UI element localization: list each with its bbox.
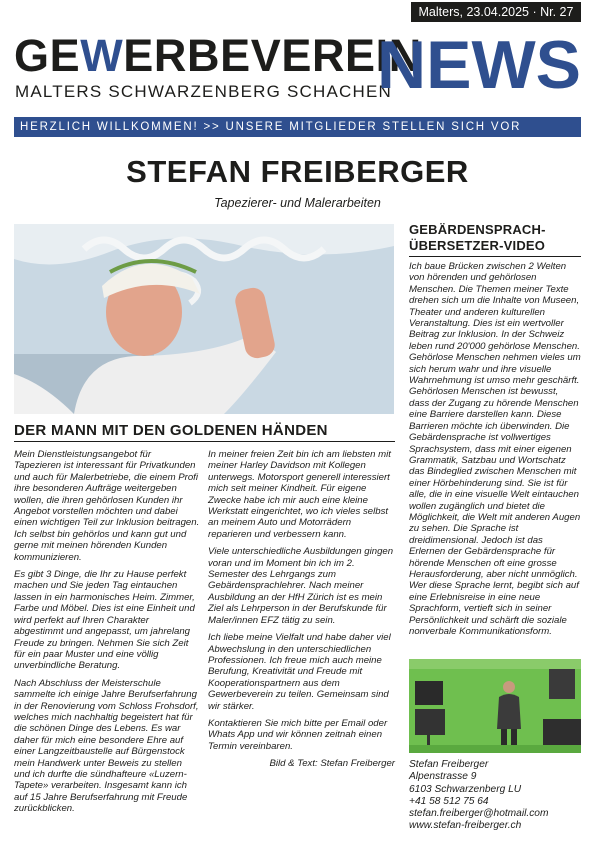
contact-phone: +41 58 512 75 64 [409, 795, 489, 807]
article-subline: Tapezierer- und Malerarbeiten [214, 196, 381, 210]
article-headline: STEFAN FREIBERGER [126, 154, 469, 189]
video-still-drawing [409, 659, 581, 753]
paragraph: Es gibt 3 Dinge, die Ihr zu Hause perfekt machen und Sie jeden Tag eintauchen lassen in ein harmonisches Heim. Zimmer, Farbe und Möbel. Dies ist eine Einheit und wird perfekt auf Ihren Charakter abgestimmt und angepasst, um jahrelang Freude zu bringen. Nehmen Sie sich Zeit für ein paar Muster und eine völlig unverbindliche Beratung. [14, 569, 195, 672]
article-column-1 [14, 449, 200, 821]
issue-date-bar: Malters, 23.04.2025 · Nr. 27 [411, 2, 581, 22]
news-label: NEWS [377, 27, 581, 103]
contact-city: 6103 Schwarzenberg LU [409, 783, 522, 795]
masthead-title-w: W [80, 30, 124, 81]
masthead-title-start: GE [14, 30, 81, 81]
contact-street: Alpenstrasse 9 [409, 771, 477, 783]
masthead-subtitle: MALTERS SCHWARZENBERG SCHACHEN [15, 82, 392, 101]
paragraph: Mein Dienstleistungsangebot für Tapezieren ist interessant für Privatkunden und auch für Malerbetriebe, die einem Profi ihre besonderen Aufträge weitergeben wollen, die ihren gehörlosen Kunden ihr Angebot vorstellen möchten und dabei einen wichtigen Teil zur Inklusion beitragen. Ich selbst bin gehörlos und kann gut und gerne mit meinen hörenden Kunden kommunizieren. [14, 449, 200, 563]
contact-name: Stefan Freiberger [409, 759, 489, 770]
welcome-banner: HERZLICH WILLKOMMEN! >> UNSERE MITGLIEDER STELLEN SICH VOR [14, 117, 581, 137]
section-title: DER MANN MIT DEN GOLDENEN HÄNDEN [14, 422, 328, 439]
video-still [409, 659, 581, 753]
paragraph: Viele unterschiedliche Ausbildungen gingen voran und im Moment bin ich im 2. Semester des Lehrgangs zum Gebärdensprachlehrer. Nach meiner Ausbildung an der HfH Zürich ist es mein Ziel als Lehrperson in der Berufskunde für Maler/innen EFZ tätig zu sein. [208, 546, 394, 626]
masthead-title-end: ERBEVEREIN [123, 30, 422, 81]
portrait-photo-drawing [14, 224, 394, 414]
section-rule [14, 441, 395, 442]
contact-block [409, 759, 581, 833]
article-column-2 [208, 449, 395, 770]
contact-email: stefan.freiberger@hotmail.com [409, 808, 549, 820]
paragraph: Nach Abschluss der Meisterschule sammelte ich einige Jahre Berufserfahrung in der Renovierung vom Schloss Frohsdorf, welches mich nachhaltig begeistert hat für die schönen Dinge des Lebens. Es war daher für mich eine besondere Ehre auf einer Langzeitbaustelle auf Bürgenstock mein Handwerk unter Beweis zu stellen und ich durfte die sündhafteure «Luzern-Tapete» verarbeiten. Insgesamt kann ich auf 15 Jahre Berufserfahrung mit Freude zurückblicken. [14, 677, 199, 815]
sidebar-rule [409, 256, 581, 257]
photo-credit: Bild & Text: Stefan Freiberger [269, 758, 395, 770]
contact-website: www.stefan-freiberger.ch [409, 820, 522, 832]
paragraph: Ich liebe meine Vielfalt und habe daher viel Abwechslung in den unterschiedlichen Professionen. Ich freue mich auch meine Berufung, Kreativität und Freude mit Kooperationspartnern aus dem Gewerbeverein zu teilen. Gemeinsam sind wir stärker. [208, 632, 391, 712]
masthead-title [14, 30, 422, 82]
paragraph: Kontaktieren Sie mich bitte per Email oder Whats App und wir können zeitnah einen Termin vereinbaren. [208, 717, 388, 752]
sidebar-text-column [409, 261, 581, 643]
sidebar-paragraph: Ich baue Brücken zwischen 2 Welten von hörenden und gehörlosen Menschen. Die Themen meiner Texte drehen sich um die Inhalte von Museen, Theater und anderen kulturellen Veranstaltung. Dies ist ein wertvoller Beitrag zur Inklusion. In der Schweiz leben rund 20'000 gehörlose Menschen. Gehörlose Menschen nehmen vieles um sich herum wahr und ihre visuelle Wahrnehmung ist umso mehr geschärft. Gehörlosen Menschen ist bewusst, dass der Zugang zu hörende Menschen eine Barriere darstellen kann. Diese Barrieren möchte ich überwinden. Die Gebärdensprache ist vollwertiges Sprachsystem, dass mit einer eigenen Grammatik, Satzbau und Wortschatz das Bindeglied zwischen Menschen mit einer Hörbehinderung sind. Sie ist für alle, die in eine visuelle Welt eintauchen wollen zugänglich und bietet die Möglichkeit, die Welt mit anderen Augen zu sehen. Die Sprache ist dreidimensional. Jedoch ist das Erlernen der Gebärdensprache für hörende Menschen oft eine grosse Herausforderung, aber nicht unmöglich. Wer diese Sprache lernt, begibt sich auf eine Erlebnisreise in eine neue Sprachform, vertieft sich in seiner Persönlichkeit und schärft die soziale nonverbale Kommunikationsform. [409, 261, 581, 637]
paragraph: In meiner freien Zeit bin ich am liebsten mit meiner Harley Davidson mit Kollegen unterwegs. Motorsport generell interessiert mich seit meiner Kindheit. Für eigene Zwecke habe ich mir auch eine kleine Werkstatt eingerichtet, wo ich vieles selbst an meinem Auto und Motorrädern reparieren und verbessern kann. [208, 449, 391, 540]
portrait-photo [14, 224, 394, 414]
sidebar-title: GEBÄRDENSPRACH-ÜBERSETZER-VIDEO [409, 222, 546, 253]
